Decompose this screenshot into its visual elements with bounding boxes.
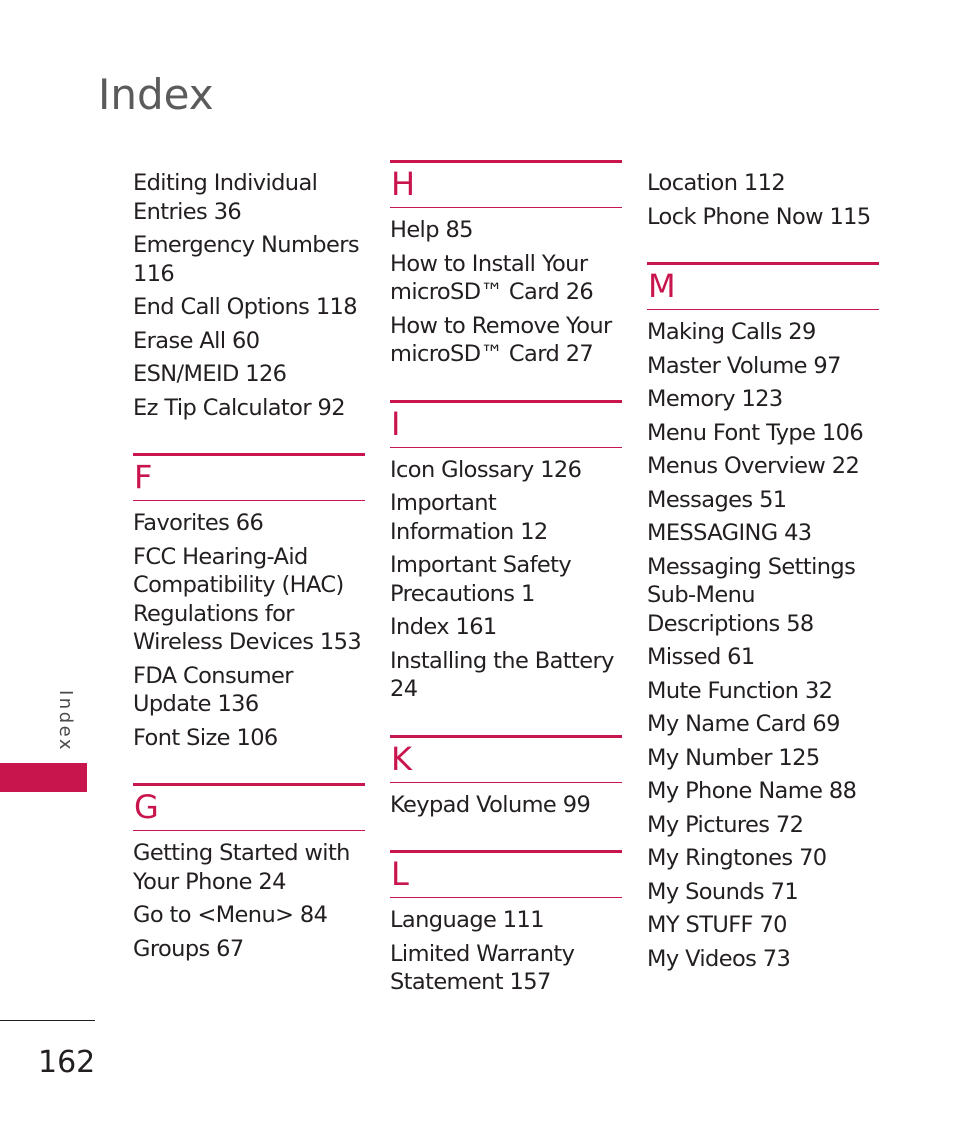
index-entry: Font Size 106 [133,724,278,751]
index-entry: Missed 61 [647,644,755,670]
index-entry: FCC Hearing-Aid Compatibility (HAC) Regulations for Wireless Devices 153 [133,543,362,655]
index-entry: Emergency Numbers 116 [133,232,359,287]
index-entry: My Number 125 [647,744,820,771]
index-entry: How to Remove Your microSD™ Card 27 [390,312,612,367]
index-entry: Help 85 [390,217,473,243]
index-entry: Go to <Menu> 84 [133,902,328,928]
side-tab-marker [0,763,87,792]
section-header-h [390,160,622,208]
section-entries-i [390,456,622,704]
index-column-3 [647,169,879,978]
index-entry: Important Safety Precautions 1 [390,552,572,607]
section-letter: K [391,739,412,778]
index-entry: Location 112 [647,170,786,196]
index-entry: Memory 123 [647,386,783,412]
index-entry: How to Install Your microSD™ Card 26 [390,250,594,305]
section-letter: F [134,458,153,496]
index-entry: My Videos 73 [647,945,791,972]
index-entry: Making Calls 29 [647,319,816,345]
index-entry: Lock Phone Now 115 [647,203,871,230]
section-header-f [133,453,365,501]
index-entry: My Sounds 71 [647,878,799,905]
index-entry: ESN/MEID 126 [133,361,287,387]
index-entry: Menus Overview 22 [647,453,860,479]
index-entry: FDA Consumer Update 136 [133,662,293,717]
section-header-i [390,400,622,448]
footer-rule [0,1020,95,1021]
index-entry: Limited Warranty Statement 157 [390,940,575,995]
index-entry: My Ringtones 70 [647,845,827,871]
section-header-g [133,783,365,831]
index-entry: Ez Tip Calculator 92 [133,394,345,421]
index-entry: Groups 67 [133,935,244,962]
section-entries-m [647,318,879,973]
index-entry: Editing Individual Entries 36 [133,170,318,225]
index-entry: MESSAGING 43 [647,520,812,546]
index-entry: Index 161 [390,614,497,640]
index-entry: Messages 51 [647,486,787,513]
section-letter: G [134,788,159,826]
section-letter: M [648,267,676,305]
index-entry: Installing the Battery 24 [390,647,614,702]
section-entries-l [390,906,622,997]
index-column-1 [133,169,365,968]
index-entry: Language 111 [390,907,544,933]
section-header-k [390,735,622,783]
index-entry: Master Volume 97 [647,352,841,379]
index-entry: Messaging Settings Sub-Menu Descriptions 58 [647,553,856,637]
index-entry: My Name Card 69 [647,711,840,737]
index-entry: My Phone Name 88 [647,778,857,804]
page-title: Index [98,70,214,119]
section-letter: H [391,165,416,203]
section-letter: I [391,404,401,443]
side-section-label: Index [55,690,76,753]
index-entry: End Call Options 118 [133,294,357,320]
section-header-l [390,850,622,898]
index-entry: Getting Started with Your Phone 24 [133,840,350,895]
section-entries-k [390,791,622,820]
index-entry: Keypad Volume 99 [390,791,591,818]
index-entry: My Pictures 72 [647,811,804,838]
index-entry: Mute Function 32 [647,677,833,704]
index-entry: Menu Font Type 106 [647,419,864,446]
index-entry: Favorites 66 [133,510,264,536]
lead-entries [133,169,365,422]
section-header-m [647,262,879,310]
index-entry: Important Information 12 [390,490,548,545]
index-column-2 [390,160,622,1002]
section-entries-f [133,509,365,752]
index-entry: Erase All 60 [133,327,260,354]
lead-entries [647,169,879,231]
section-entries-g [133,839,365,963]
index-entry: MY STUFF 70 [647,912,787,938]
page-number: 162 [38,1045,96,1080]
section-entries-h [390,216,622,369]
index-entry: Icon Glossary 126 [390,456,582,483]
section-letter: L [391,855,409,893]
